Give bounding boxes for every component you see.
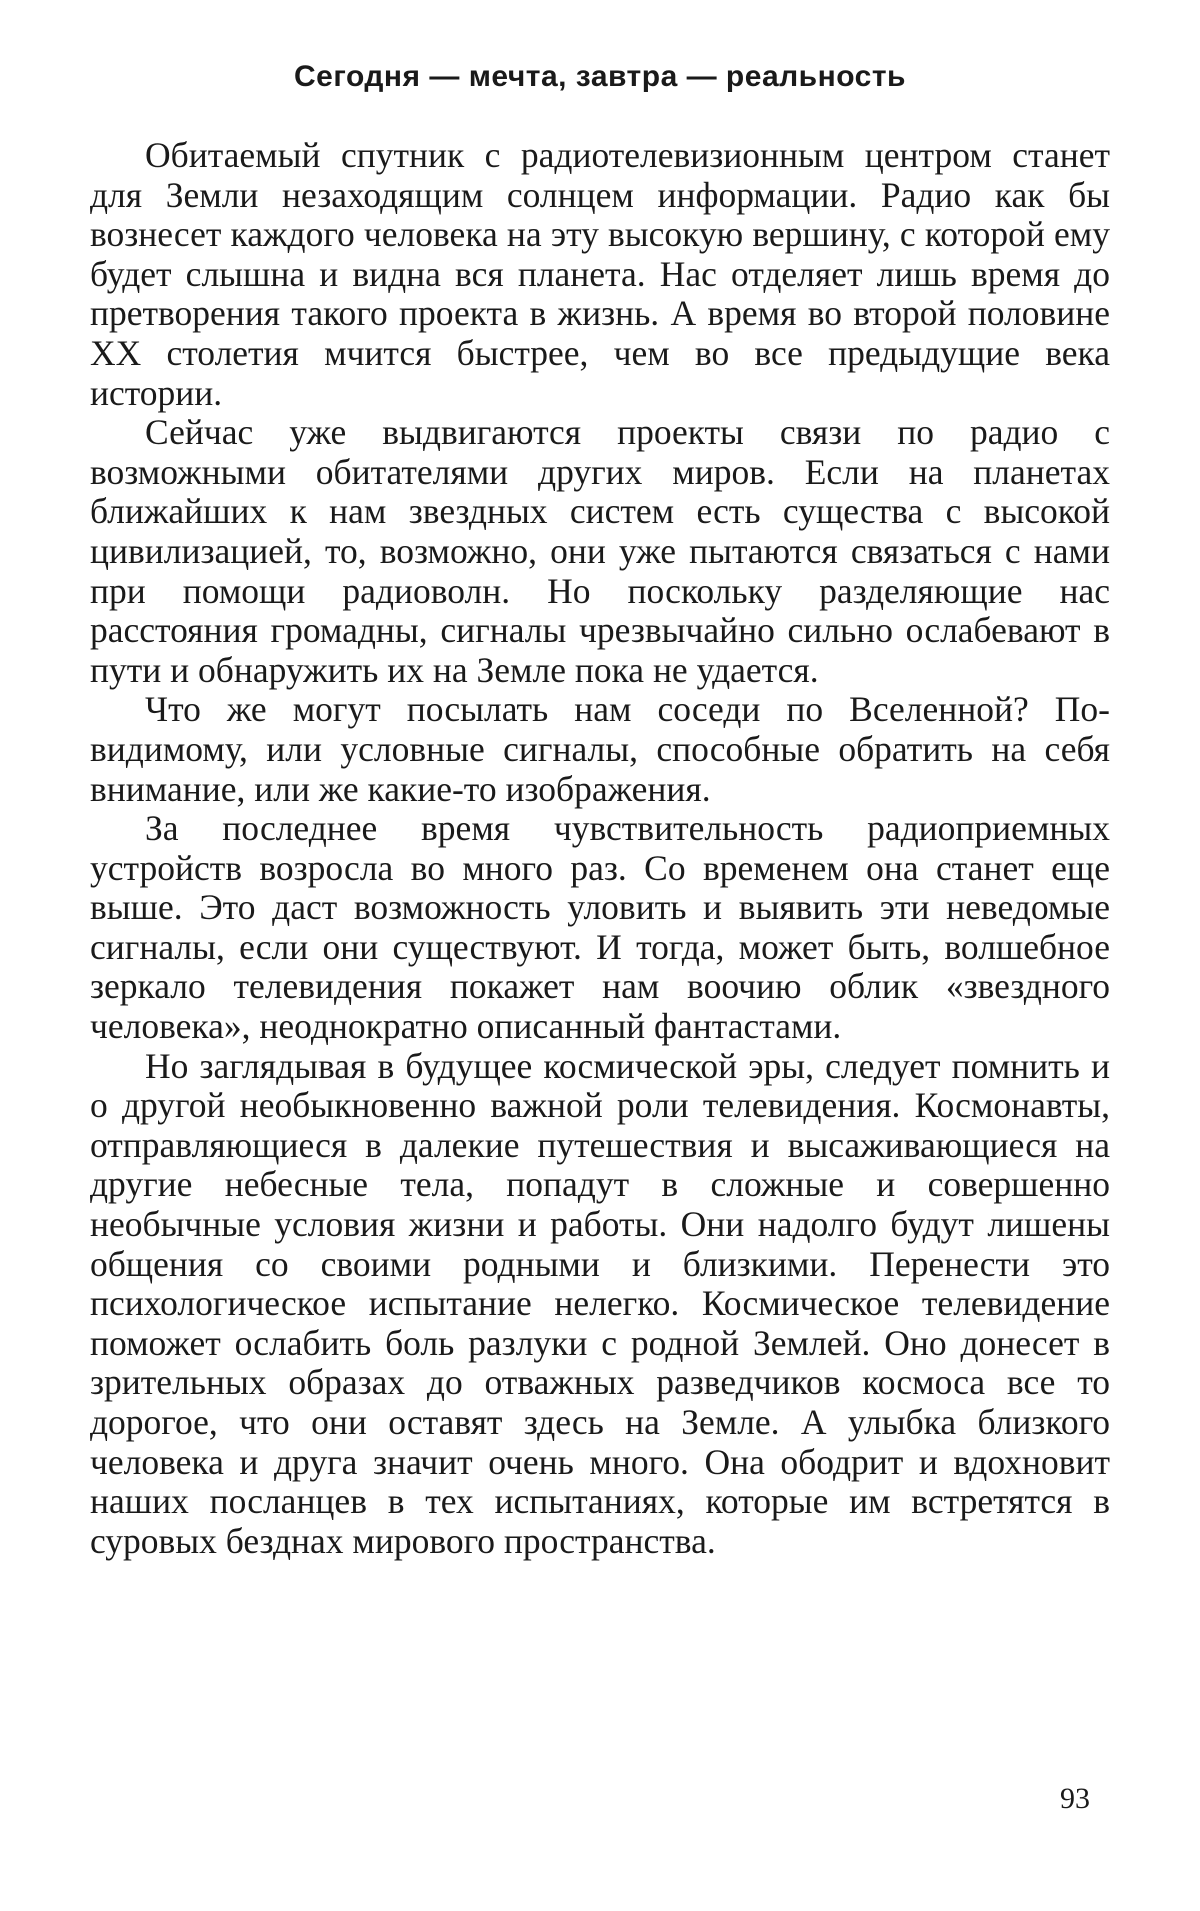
paragraph-1: Обитаемый спутник с радиотелевизионным центром станет для Земли незаходящим солнцем информации. Радио как бы вознесет каждого человека на эту высокую вершину, с которой ему будет слышна и видна вся планета. Нас отделяет лишь время до претворения такого проекта в жизнь. А время во второй половине XX столетия мчится быстрее, чем во все предыдущие века истории.: [90, 135, 1110, 413]
paragraph-4: За последнее время чувствительность радиоприемных устройств возросла во много раз. Со временем она станет еще выше. Это даст возможность уловить и выявить эти неведомые сигналы, если они существуют. И тогда, может быть, волшебное зеркало телевидения покажет нам воочию облик «звездного человека», неоднократно описанный фантастами.: [90, 808, 1110, 1047]
paragraph-3: Что же могут посылать нам соседи по Вселенной? По-видимому, или условные сигналы, способные обратить на себя внимание, или же какие-то изображения.: [90, 689, 1110, 809]
paragraph-2: Сейчас уже выдвигаются проекты связи по радио с возможными обитателями других миров. Если на планетах ближайших к нам звездных систем есть существа с высокой цивилизацией, то, возможно, они уже пытаются связаться с нами при помощи радиоволн. Но поскольку разделяющие нас расстояния громадны, сигналы чрезвычайно сильно ослабевают в пути и обнаружить их на Земле пока не удается.: [90, 412, 1110, 690]
page-number: 93: [1060, 1782, 1090, 1815]
paragraph-5: Но заглядывая в будущее космической эры, следует помнить и о другой необыкновенно важной роли телевидения. Космонавты, отправляющиеся в далекие путешествия и высаживающиеся на другие небесные тела, попадут в сложные и совершенно необычные условия жизни и работы. Они надолго будут лишены общения со своими родными и близкими. Перенести это психологическое испытание нелегко. Космическое телевидение поможет ослабить боль разлуки с родной Землей. Оно донесет в зрительных образах до отважных разведчиков космоса все то дорогое, что они оставят здесь на Земле. А улыбка близкого человека и друга значит очень много. Она ободрит и вдохновит наших посланцев в тех испытаниях, которые им встретятся в суровых безднах мирового пространства.: [90, 1045, 1110, 1561]
page-body: [90, 60, 1110, 1561]
section-heading: Сегодня — мечта, завтра — реальность: [294, 60, 906, 93]
